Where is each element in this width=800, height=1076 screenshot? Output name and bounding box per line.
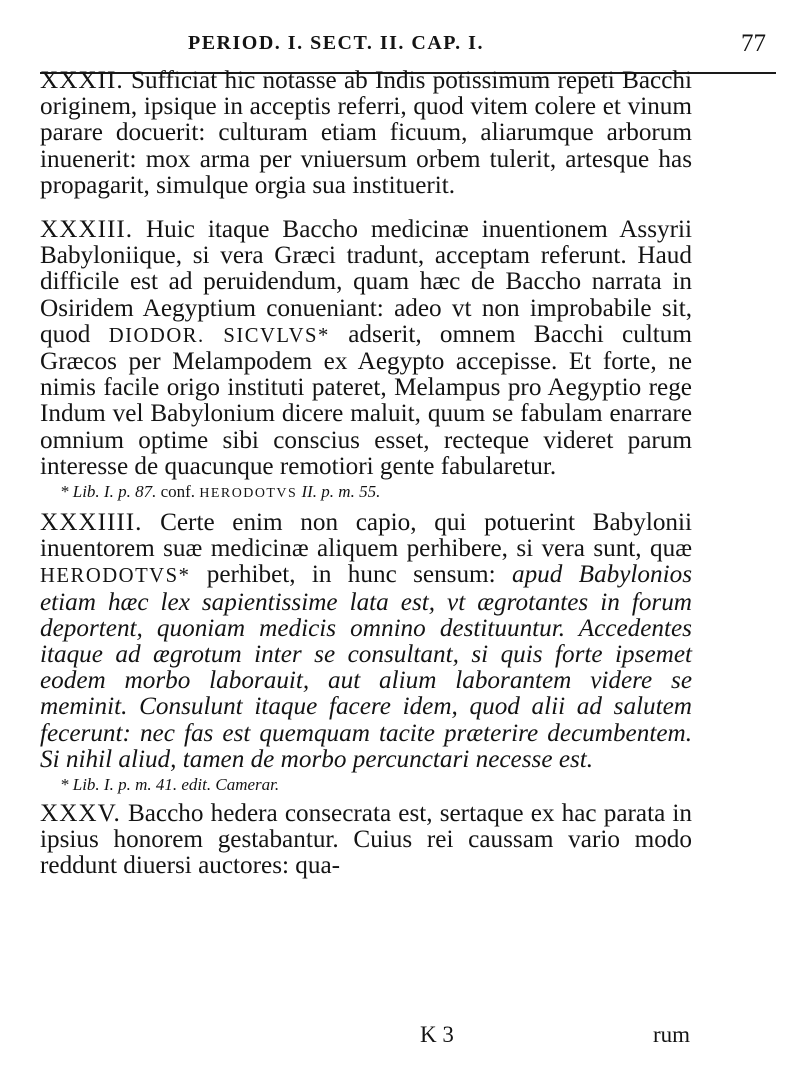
quoted-passage: apud Babylonios etiam hæc lex sapientissime lata est, vt ægrotantes in forum deportent, quoniam medicis omnino destituuntur. Accedentes itaque ad ægrotum inter se consultant, si quis forte ipsemet eodem morbo laborauit, aut alium laborantem videre se meminit. Consulunt itaque facere idem, quod alii ad salutem fecerunt: nec fas est quemquam tacite præterire decumbentem. Si nihil aliud, tamen de morbo percunctari necesse est.: [40, 561, 693, 773]
footnote-page: II. p. m. 55.: [301, 482, 381, 502]
signature-mark: K 3: [420, 1022, 454, 1047]
paragraph-33: [40, 217, 692, 480]
paragraph-34: [40, 510, 692, 773]
page-number: 77: [741, 30, 766, 57]
footnote-33: [60, 480, 692, 506]
running-head: PERIOD. I. SECT. II. CAP. I.: [188, 32, 484, 54]
paragraph-text-continued: adserit, omnem Bacchi cultum Græcos per Melampodem ex Aegypto accepisse. Et forte, ne nimis facile origo instituti pateret, Melampus pro Aegyptio rege Indum vel Babylonium dicere maluit, quum se fabulam enarrare omnium optime sibi conscius esset, recteque videret parum interesse de quacunque remotiori gente fabularetur.: [40, 320, 692, 480]
footnote-author: HERODOTVS: [199, 486, 298, 502]
paragraph-text: Baccho hedera consecrata est, sertaque ex hac parata in ipsius honorem gestabantur. Cuius rei caussam vario modo reddunt diuersi auctores: qua-: [40, 800, 692, 880]
page-footer: [40, 1022, 692, 1052]
footnote-reference: * Lib. I. p. 87.: [60, 482, 157, 502]
section-number: XXXV.: [40, 800, 121, 828]
paragraph-text: Huic itaque Baccho medicinæ inuentionem Assyrii Babyloniique, si vera Græci tradunt, acceptam referunt. Haud difficile est ad peruidendum, quam hæc de Baccho narrata in Osiridem Aegyptium conueniant: adeo vt non improbabile sit, quod: [40, 216, 692, 348]
footnote-conf: conf.: [160, 482, 196, 502]
paragraph-text: Certe enim non capio, qui potuerint Babylonii inuentorem suæ medicinæ aliquem perhibere, si vera sunt, quæ: [40, 509, 693, 563]
section-number: XXXIIII.: [40, 509, 143, 537]
footnote-34: * Lib. I. p. m. 41. edit. Camerar.: [60, 775, 280, 795]
paragraph-32: [40, 68, 692, 199]
catchword: rum: [652, 1022, 690, 1047]
section-number: XXXII.: [40, 67, 124, 94]
author-citation: HERODOTVS*: [40, 565, 191, 588]
main-text: [40, 68, 692, 880]
paragraph-text: Sufficiat hic notasse ab Indis potissimum repeti Bacchi originem, ipsique in acceptis referri, quod vitem colere et vinum parare docuerit: culturam etiam ficuum, aliarumque arborum inuenerit: mox arma per vniuersum orbem tulerit, artesque has propagarit, simulque orgia sua instituerit.: [40, 67, 693, 199]
section-number: XXXIII.: [40, 216, 134, 244]
author-citation: DIODOR. SICVLVS*: [108, 324, 330, 347]
paragraph-text-continued: perhibet, in hunc sensum:: [206, 561, 496, 589]
paragraph-35: [40, 801, 692, 880]
